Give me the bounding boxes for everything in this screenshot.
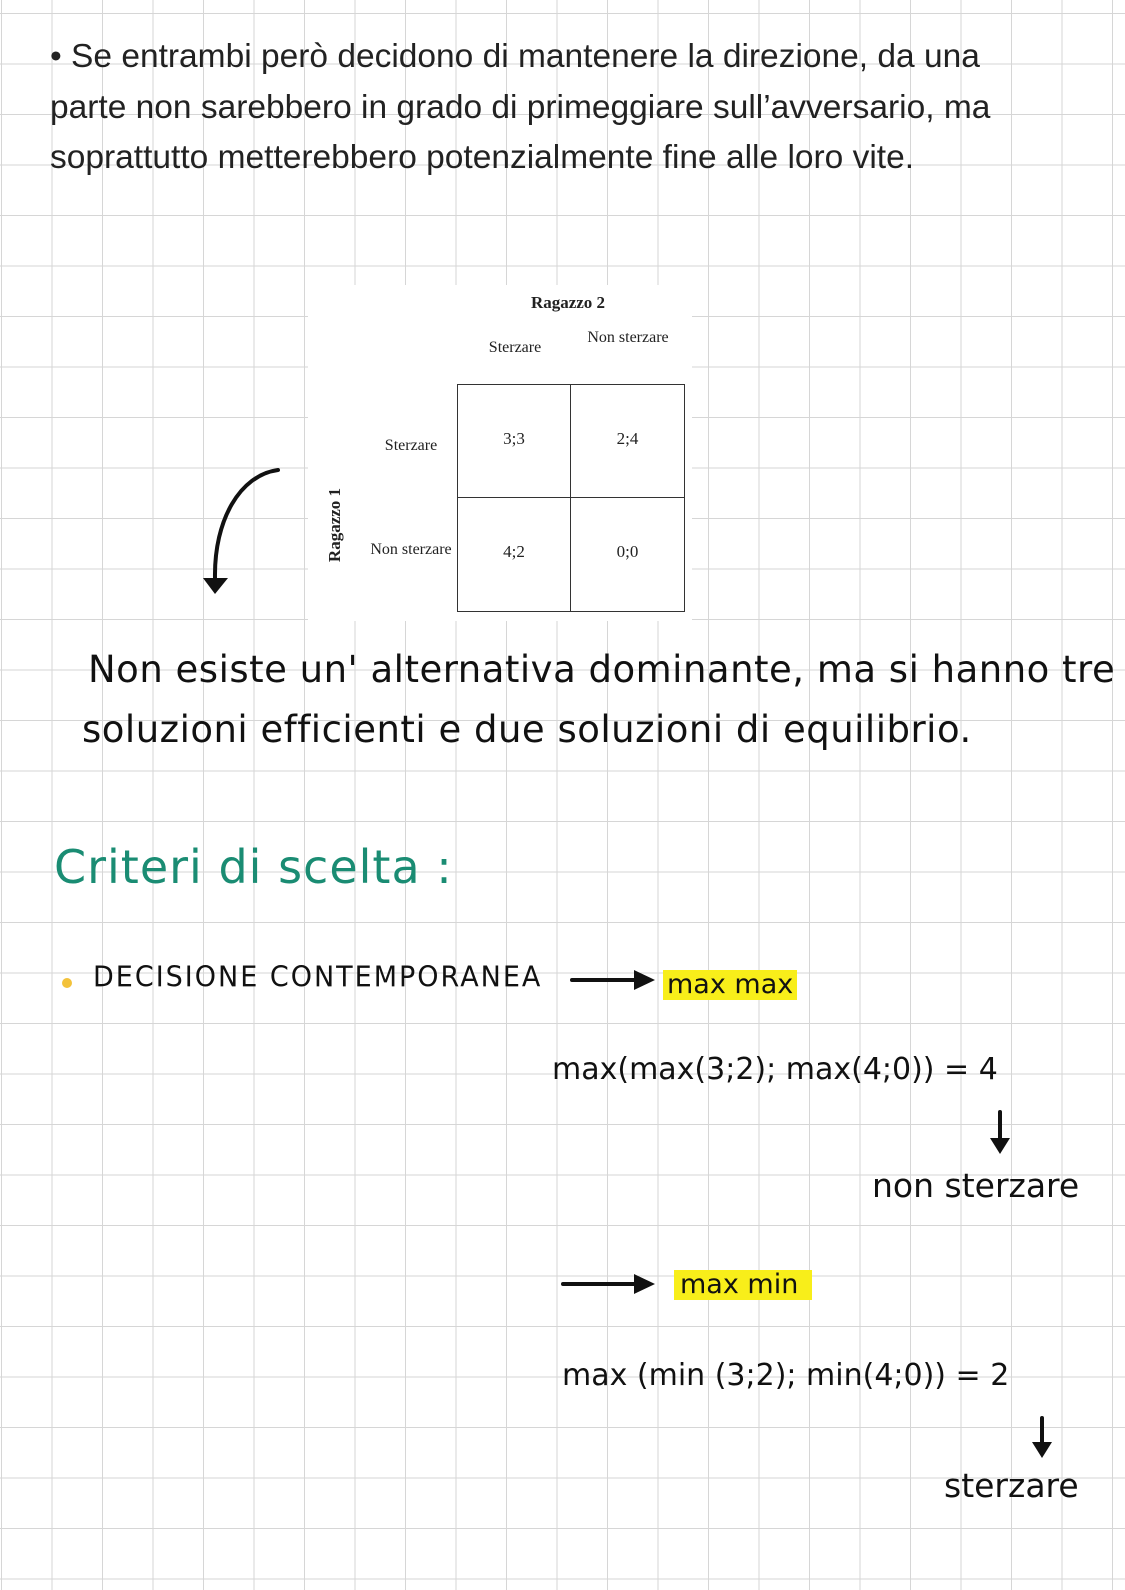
curved-arrow-icon — [215, 470, 278, 578]
arrow-down-head-icon — [990, 1138, 1010, 1154]
payoff-matrix — [308, 285, 692, 621]
col-label-non-sterzare: Non sterzare — [587, 329, 669, 346]
typed-paragraph: • Se entrambi però decidono di mantenere la direzione, da una parte non sarebbero in grado di primeggiare sull’avversario, ma soprattutto metterebbero potenzialmente fine alle loro vite. — [50, 38, 991, 176]
arrow-right-head-icon — [634, 1274, 655, 1294]
curved-arrow-head-icon — [203, 578, 228, 594]
row-label-sterzare: Sterzare — [384, 437, 438, 454]
payoff-cell: 0;0 — [616, 542, 639, 561]
payoff-cell: 2;4 — [571, 385, 684, 498]
col-label-sterzare: Sterzare — [488, 339, 542, 356]
decision-label: DECISIONE CONTEMPORANEA — [93, 961, 543, 994]
maxmax-highlight: max max — [663, 970, 797, 1000]
maxmin-formula: max (min (3;2); min(4;0)) = 2 — [562, 1358, 1010, 1393]
conclusion-line-2: soluzioni efficienti e due soluzioni di equilibrio. — [82, 708, 972, 751]
arrow-down-head-icon — [1032, 1442, 1052, 1458]
player2-label: Ragazzo 2 — [530, 293, 606, 312]
maxmax-formula: max(max(3;2); max(4;0)) = 4 — [552, 1052, 998, 1087]
row-label-non-sterzare: Non sterzare — [370, 541, 452, 558]
arrow-right-head-icon — [634, 970, 655, 990]
criteria-title: Criteri di scelta : — [54, 840, 453, 894]
maxmin-result: sterzare — [944, 1466, 1079, 1505]
player1-label: Ragazzo 1 — [325, 487, 344, 563]
maxmax-result: non sterzare — [872, 1166, 1080, 1205]
conclusion-line-1: Non esiste un' alternativa dominante, ma si hanno tre — [88, 648, 1116, 691]
payoff-grid — [457, 384, 685, 612]
payoff-cell: 3;3 — [458, 385, 571, 498]
maxmin-highlight: max min — [674, 1270, 812, 1300]
payoff-cell: 4;2 — [458, 498, 571, 611]
bullet-dot — [62, 978, 72, 988]
